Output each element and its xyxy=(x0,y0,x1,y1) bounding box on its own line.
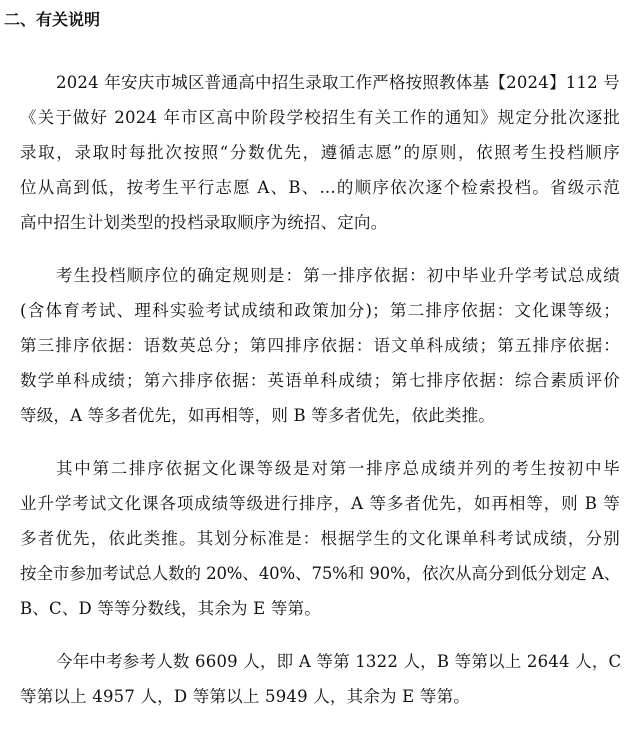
paragraph-3-line-3: 多者优先，依此类推。其划分标准是：根据学生的文化课单科考试成绩，分别 xyxy=(20,529,620,548)
paragraph-1-line-4: 位从高到低，按考生平行志愿 A、B、...的顺序依次逐个检索投档。省级示范 xyxy=(20,178,620,197)
paragraph-2-line-2: (含体育考试、理科实验考试成绩和政策加分)；第二排序依据：文化课等级； xyxy=(20,301,620,320)
paragraph-3-line-5: B、C、D 等等分数线，其余为 E 等第。 xyxy=(20,599,321,618)
paragraph-2-line-1: 考生投档顺序位的确定规则是：第一排序依据：初中毕业升学考试总成绩 xyxy=(56,266,620,285)
paragraph-4-line-2: 等第以上 4957 人，D 等第以上 5949 人，其余为 E 等第。 xyxy=(20,687,470,706)
paragraph-1-line-2: 《关于做好 2024 年市区高中阶段学校招生有关工作的通知》规定分批次逐批 xyxy=(20,108,620,127)
paragraph-1-line-5: 高中招生计划类型的投档录取顺序为统招、定向。 xyxy=(20,213,388,232)
paragraph-2-line-3: 第三排序依据：语数英总分；第四排序依据：语文单科成绩；第五排序依据： xyxy=(20,336,620,355)
paragraph-3-line-2: 业升学考试文化课各项成绩等级进行排序，A 等多者优先，如再相等，则 B 等 xyxy=(20,494,620,513)
paragraph-4-line-1: 今年中考参考人数 6609 人，即 A 等第 1322 人，B 等第以上 2644 人，C xyxy=(56,652,622,671)
paragraph-3-line-4: 按全市参加考试总人数的 20%、40%、75%和 90%，依次从高分到低分划定 A、 xyxy=(20,564,620,583)
paragraph-2-line-4: 数学单科成绩；第六排序依据：英语单科成绩；第七排序依据：综合素质评价 xyxy=(20,371,620,390)
section-heading: 二、有关说明 xyxy=(4,10,101,29)
paragraph-3-line-1: 其中第二排序依据文化课等级是对第一排序总成绩并列的考生按初中毕 xyxy=(56,459,620,478)
paragraph-1-line-1: 2024 年安庆市城区普通高中招生录取工作严格按照教体基【2024】112 号 xyxy=(56,73,620,92)
paragraph-2-line-5: 等级，A 等多者优先，如再相等，则 B 等多者优先，依此类推。 xyxy=(20,406,495,425)
paragraph-1-line-3: 录取，录取时每批次按照“分数优先，遵循志愿”的原则，依照考生投档顺序 xyxy=(20,143,620,162)
